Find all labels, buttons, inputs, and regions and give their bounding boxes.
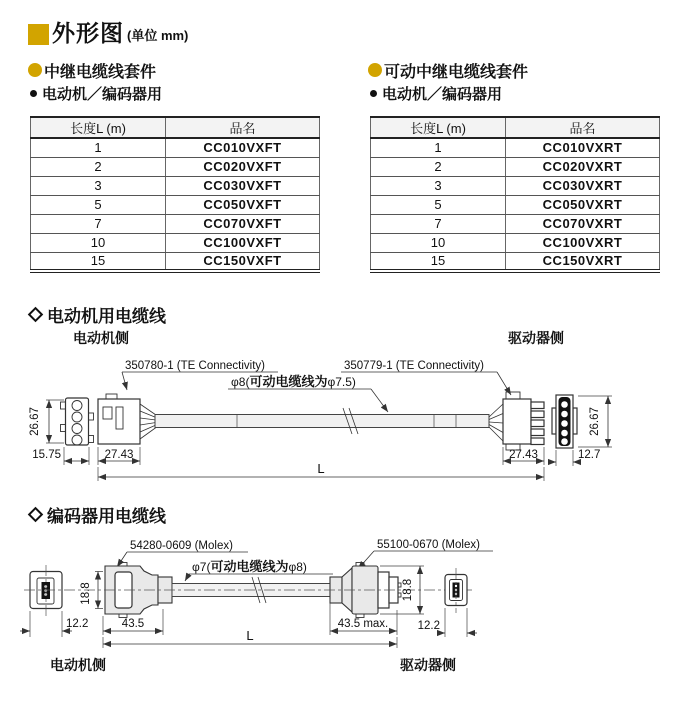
dim-right-height: 18.8 [402,578,414,602]
relay-cable-kit-group [28,60,328,103]
part-number-cell: CC030VXFT [166,176,320,195]
gold-bullet-icon [368,63,382,77]
name-column-header: 品名 [506,117,660,138]
part-number-cell: CC020VXRT [506,157,660,176]
diamond-icon [28,307,44,323]
length-cell: 3 [371,176,506,195]
left-connector-ref: 350780-1 (TE Connectivity) [125,360,265,372]
length-cell: 15 [31,252,166,271]
part-number-cell: CC100VXRT [506,233,660,252]
cable-diameter-note [192,559,307,574]
part-number-cell: CC050VXRT [506,195,660,214]
length-cell: 1 [31,138,166,157]
table-header-row [371,117,660,138]
extension-line [64,447,89,465]
table-row [371,214,660,233]
length-column-header: 长度L (m) [371,117,506,138]
dim-right-depth: 43.5 max. [337,618,389,630]
part-number-cell: CC050VXFT [166,195,320,214]
length-column-header: 长度L (m) [31,117,166,138]
cable-diameter-note [231,374,356,389]
part-number-cell: CC020VXFT [166,157,320,176]
encoder-connector-front-right [445,568,467,613]
kit-heading-text: 可动中继电缆线套件 [384,63,529,81]
table-row [371,138,660,157]
gold-bullet-icon [28,63,42,77]
note-mid: 可动电缆线为 [249,374,328,389]
black-bullet-icon [370,90,377,97]
table-row [31,195,320,214]
dim-left-depth: 27.43 [104,449,134,461]
length-cell: 5 [31,195,166,214]
section-title: 编码器用电缆线 [47,507,166,526]
black-bullet-icon [30,90,37,97]
leader-line [122,372,127,390]
encoder-connector-front-left [30,565,62,616]
dim-length: L [317,461,325,476]
page-unit: (单位 mm) [127,28,189,43]
note-post: φ8) [288,560,307,574]
leader-line [371,389,388,412]
dim-length: L [246,628,254,643]
kit-heading [28,60,328,80]
flex-relay-cable-table [370,116,660,273]
note-post: φ7.5) [327,375,356,389]
length-cell: 2 [31,157,166,176]
part-number-cell: CC010VXFT [166,138,320,157]
dim-right-width: 12.2 [417,620,440,632]
table-row [371,252,660,271]
diamond-icon [28,507,44,523]
note-mid: 可动电缆线为 [210,559,289,574]
extension-line [556,450,573,466]
page-title-row [28,22,188,45]
motor-connector-front-left [61,398,94,445]
relay-cable-table [30,116,320,273]
flex-relay-cable-kit-group [368,60,668,103]
kit-heading [368,60,668,80]
motor-side-label: 电动机侧 [50,657,106,673]
dim-left-height: 18.8 [80,582,92,605]
kit-subheading [368,83,668,103]
kit-heading-text: 中继电缆线套件 [44,63,157,81]
length-cell: 10 [31,233,166,252]
motor-cable-diagram [0,325,680,490]
encoder-cable-section-heading [28,502,166,527]
encoder-cable-diagram [0,527,680,712]
table-row [31,157,320,176]
length-cell: 3 [31,176,166,195]
right-connector-ref: 350779-1 (TE Connectivity) [344,360,484,372]
table-row [371,233,660,252]
part-number-cell: CC010VXRT [506,138,660,157]
table-header-row [31,117,320,138]
motor-cable-section-heading [28,302,166,327]
dim-right-depth: 27.43 [509,449,538,461]
table-row [31,176,320,195]
gold-square-icon [28,24,49,45]
part-number-cell: CC150VXFT [166,252,320,271]
motor-connector-side-right [489,392,544,450]
driver-side-label: 驱动器侧 [508,330,564,346]
table-row [31,252,320,271]
dim-left-height: 26.67 [29,407,41,436]
leader-line [185,574,189,581]
table-row [31,233,320,252]
dim-left-width: 12.2 [66,618,89,630]
dim-right-height: 26.67 [589,407,601,436]
part-number-cell: CC150VXRT [506,252,660,271]
kit-subheading-text: 电动机／编码器用 [42,85,163,103]
motor-side-label: 电动机侧 [73,330,129,346]
length-cell: 10 [371,233,506,252]
kit-subheading [28,83,328,103]
length-cell: 1 [371,138,506,157]
table-row [31,138,320,157]
leader-line [497,372,511,395]
table-row [371,195,660,214]
note-pre: φ7( [192,560,211,574]
length-cell: 7 [31,214,166,233]
right-connector-ref: 55100-0670 (Molex) [377,539,480,551]
length-cell: 7 [371,214,506,233]
table-row [31,214,320,233]
length-cell: 2 [371,157,506,176]
dim-right-width: 12.7 [578,449,601,461]
page-title: 外形图 [52,20,124,46]
length-cell: 15 [371,252,506,271]
kit-subheading-text: 电动机／编码器用 [382,85,503,103]
dim-left-depth: 43.5 [121,618,145,630]
leader-line [117,552,127,567]
section-title: 电动机用电缆线 [47,307,166,326]
part-number-cell: CC030VXRT [506,176,660,195]
part-number-cell: CC100VXFT [166,233,320,252]
motor-cable [155,408,489,434]
table-row [371,176,660,195]
part-number-cell: CC070VXFT [166,214,320,233]
dim-left-width: 15.75 [32,449,61,461]
motor-connector-side-left [98,394,156,444]
table-row [371,157,660,176]
length-cell: 5 [371,195,506,214]
motor-connector-front-right [552,395,577,448]
driver-side-label: 驱动器侧 [400,657,456,673]
note-pre: φ8( [231,375,250,389]
left-connector-ref: 54280-0609 (Molex) [130,540,233,552]
name-column-header: 品名 [166,117,320,138]
part-number-cell: CC070VXRT [506,214,660,233]
